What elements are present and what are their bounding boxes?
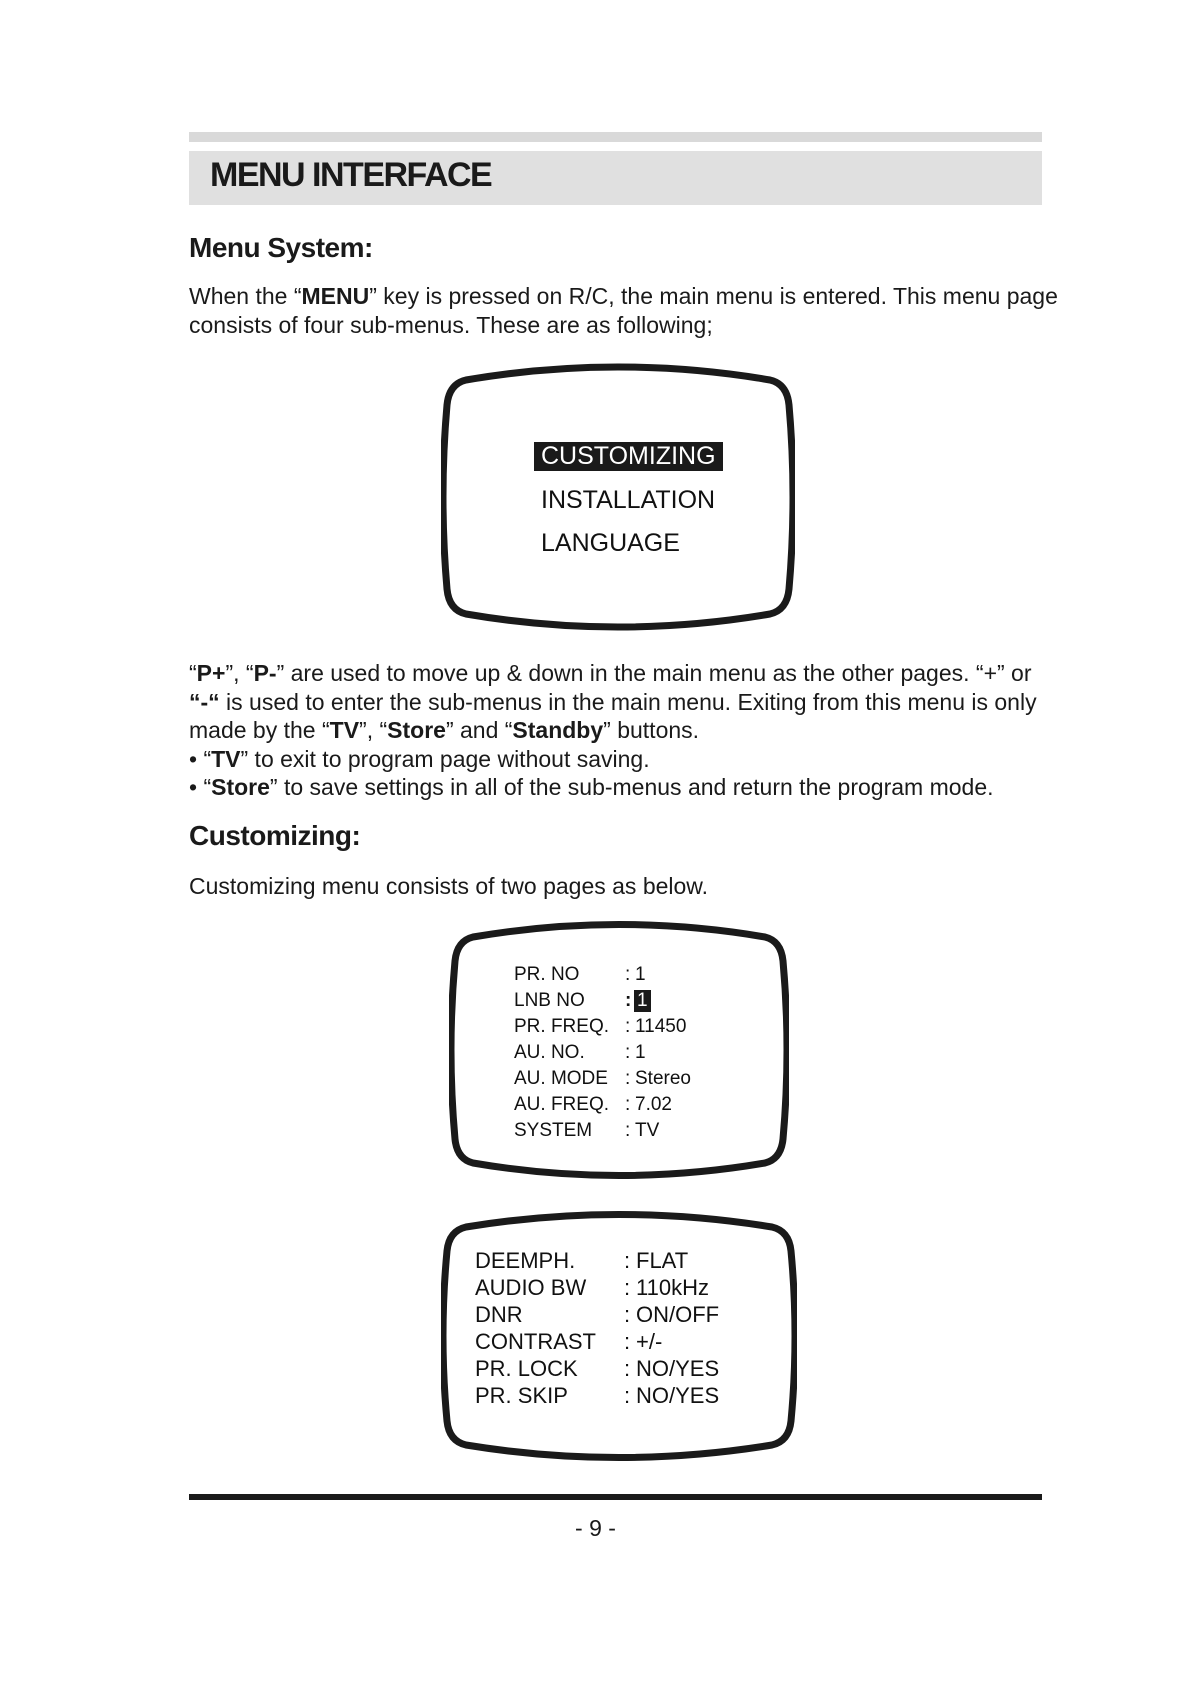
standby-key: Standby xyxy=(512,717,604,744)
setting-value: Stereo xyxy=(635,1068,691,1089)
setting-label: PR. LOCK xyxy=(475,1356,578,1381)
setting-label: DNR xyxy=(475,1302,523,1327)
setting-separator: : xyxy=(624,1329,631,1354)
setting-value: 7.02 xyxy=(635,1094,672,1115)
intro-line-2: consists of four sub-menus. These are as following; xyxy=(189,311,713,338)
nav-line-3 xyxy=(189,716,1042,745)
menu-item-installation[interactable]: INSTALLATION xyxy=(541,486,716,514)
main-menu-screen xyxy=(441,360,795,634)
bullet-text: • “ xyxy=(189,774,212,801)
tv-key: TV xyxy=(211,745,241,772)
setting-separator: : xyxy=(625,1016,631,1037)
nav-line-2 xyxy=(189,688,1042,717)
bullet-text: ” to exit to program page without saving. xyxy=(240,745,650,772)
menu-system-intro xyxy=(189,282,1058,339)
intro-text: When the “ xyxy=(189,283,302,309)
header-top-rule xyxy=(189,132,1042,142)
nav-text: ” are used to move up & down in the main menu as the other pages. “+” or xyxy=(276,660,1032,686)
customizing-heading: Customizing: xyxy=(189,820,361,851)
setting-separator: : xyxy=(624,1383,631,1408)
menu-system-heading: Menu System: xyxy=(189,232,373,263)
setting-separator: : xyxy=(625,1120,631,1141)
customizing-page-1-screen xyxy=(449,918,789,1182)
nav-line-1 xyxy=(189,659,1042,688)
setting-value: TV xyxy=(635,1120,660,1141)
setting-label: LNB NO xyxy=(514,990,585,1011)
setting-label: PR. SKIP xyxy=(475,1383,568,1408)
nav-text: ” buttons. xyxy=(603,717,700,744)
minus-key: “-“ xyxy=(189,688,220,715)
menu-item-customizing[interactable]: CUSTOMIZING xyxy=(534,442,723,471)
setting-label: AU. NO. xyxy=(514,1042,585,1063)
nav-text: made by the “ xyxy=(189,717,330,744)
setting-label: CONTRAST xyxy=(475,1329,596,1354)
menu-key-label: MENU xyxy=(301,283,370,309)
setting-value: NO/YES xyxy=(636,1383,720,1408)
customizing-intro-text: Customizing menu consists of two pages as below. xyxy=(189,873,709,899)
bullet-text: • “ xyxy=(189,745,212,772)
bullet-text: ” to save settings in all of the sub-menus and return the program mode. xyxy=(269,774,994,801)
nav-text: is used to enter the sub-menus in the main menu. Exiting from this menu is only xyxy=(219,688,1037,715)
nav-text: “ xyxy=(189,660,197,686)
setting-value: NO/YES xyxy=(636,1356,720,1381)
footer-rule xyxy=(189,1494,1042,1500)
setting-value: 1 xyxy=(635,1042,646,1063)
setting-label: AU. MODE xyxy=(514,1068,608,1089)
setting-value: +/- xyxy=(636,1329,663,1354)
setting-separator: : xyxy=(625,1042,631,1063)
bullet-tv xyxy=(189,745,1042,774)
setting-label: PR. FREQ. xyxy=(514,1016,610,1037)
store-key: Store xyxy=(387,717,446,744)
setting-label: SYSTEM xyxy=(514,1120,593,1141)
setting-value: FLAT xyxy=(636,1248,689,1273)
setting-value: 11450 xyxy=(635,1016,687,1037)
setting-label: PR. NO xyxy=(514,964,580,985)
setting-label: DEEMPH. xyxy=(475,1248,576,1273)
tv-key: TV xyxy=(329,717,360,744)
tv-screen-frame xyxy=(449,918,789,1182)
intro-line-1 xyxy=(189,282,1058,311)
intro-text: ” key is pressed on R/C, the main menu is entered. This menu page xyxy=(369,283,1058,309)
setting-separator: : xyxy=(624,1302,631,1327)
setting-value-selected[interactable]: 1 xyxy=(634,990,651,1012)
setting-separator: : xyxy=(624,1248,631,1273)
setting-separator: : xyxy=(624,1275,631,1300)
p-minus-key: P- xyxy=(253,660,277,686)
setting-value: 1 xyxy=(635,964,646,985)
p-plus-key: P+ xyxy=(196,660,226,686)
navigation-instructions xyxy=(189,659,1042,802)
page-title: MENU INTERFACE xyxy=(210,156,492,194)
setting-value: 110kHz xyxy=(636,1275,709,1300)
menu-item-language[interactable]: LANGUAGE xyxy=(541,529,680,557)
page-number: - 9 - xyxy=(575,1515,616,1541)
customizing-page-2-screen xyxy=(441,1208,797,1464)
nav-text: ”, “ xyxy=(225,660,254,686)
setting-value: ON/OFF xyxy=(636,1302,720,1327)
store-key: Store xyxy=(211,774,270,801)
setting-separator: : xyxy=(625,1094,631,1115)
bullet-store xyxy=(189,773,1042,802)
nav-text: ” and “ xyxy=(445,717,513,744)
customizing-intro xyxy=(189,872,1042,901)
setting-separator: : xyxy=(625,964,631,985)
setting-label: AU. FREQ. xyxy=(514,1094,610,1115)
setting-separator: : xyxy=(625,1068,631,1089)
setting-separator: : xyxy=(624,1356,631,1381)
setting-separator: : xyxy=(625,990,632,1011)
nav-text: ”, “ xyxy=(359,717,388,744)
setting-label: AUDIO BW xyxy=(475,1275,587,1300)
